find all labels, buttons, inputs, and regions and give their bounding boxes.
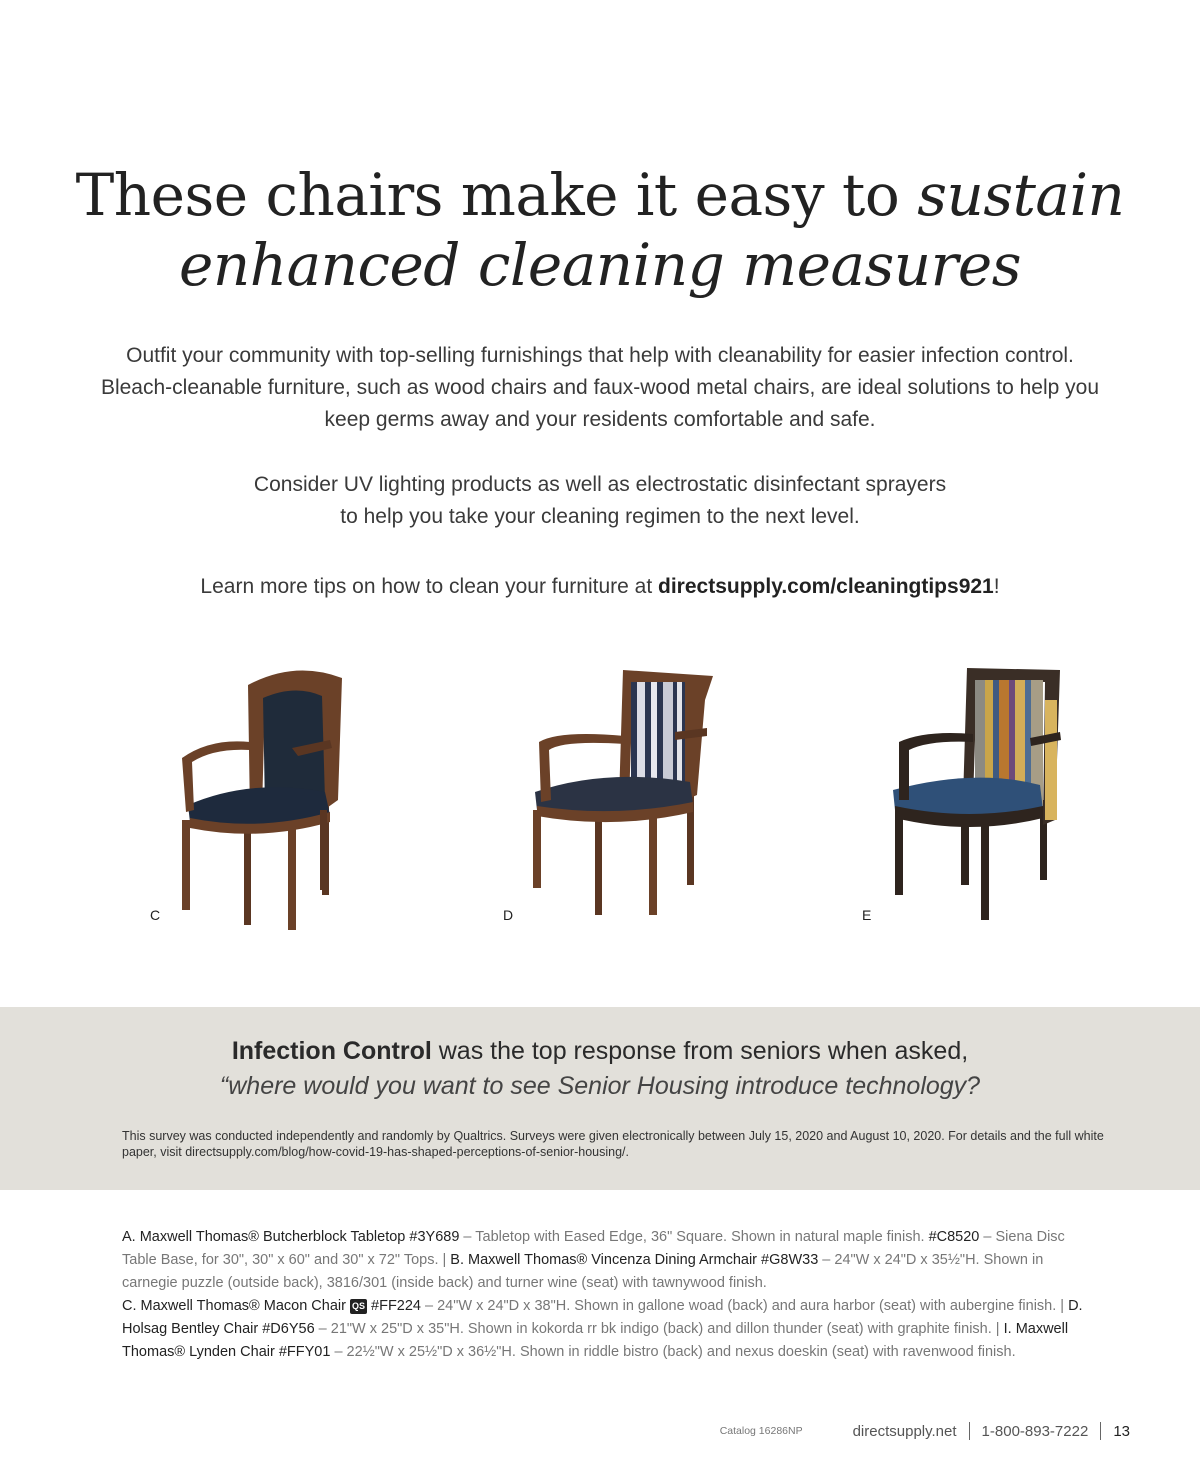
- product-d-name: D. Holsag Bentley Chair #D6Y56: [122, 1298, 1083, 1337]
- survey-quote: “where would you want to see Senior Housing introduce technology?: [219, 1072, 981, 1100]
- chair-e-image: [885, 660, 1070, 930]
- product-a-name: A. Maxwell Thomas® Butcherblock Tabletop #3Y689: [122, 1229, 460, 1245]
- survey-footnote: This survey was conducted independently and randomly by Qualtrics. Surveys were given electronically between July 15, 2020 and August 10, 2020. For details and the full white paper, visit directsupply.com/blog/how-covid-19-has-shaped-perceptions-of-senior-housing/.: [122, 1129, 1104, 1159]
- chair-e-label: E: [862, 907, 872, 923]
- page-headline: [0, 160, 1200, 300]
- survey-headline: Infection Control was the top response from seniors when asked,: [231, 1037, 969, 1065]
- headline-line-2: enhanced cleaning measures: [179, 231, 1021, 299]
- headline-line-1: These chairs make it easy to sustain: [75, 161, 1125, 229]
- catalog-number: Catalog 16286NP: [719, 1425, 803, 1437]
- product-i-name: I. Maxwell Thomas® Lynden Chair #FFY01: [122, 1321, 1069, 1360]
- cleaning-tips-link[interactable]: directsupply.com/cleaningtips921: [658, 575, 994, 598]
- footer-divider: [1100, 1422, 1101, 1440]
- page-number: 13: [1113, 1422, 1130, 1440]
- product-b-name: B. Maxwell Thomas® Vincenza Dining Armchair #G8W33: [450, 1252, 819, 1268]
- chair-c-image: [170, 660, 360, 940]
- footer-phone: 1-800-893-7222: [981, 1422, 1089, 1440]
- page-footer: [720, 1422, 1130, 1440]
- intro-paragraph-2: Consider UV lighting products as well as electrostatic disinfectant sprayers to help you take your cleaning regimen to the next level.: [253, 473, 947, 528]
- product-descriptions: A. Maxwell Thomas® Butcherblock Tabletop #3Y689 – Tabletop with Eased Edge, 36" Square. Shown in natural maple finish. #C8520 – Siena Disc Table Base, for 30", 30" x 60" and 30" x 72" Tops. | B. Maxwell Thomas® Vincenza Dining Armchair #G8W33 – 24"W x 24"D x 35½"H. Shown in carnegie puzzle (outside back), 3816/301 (inside back) and turner wine (seat) with tawnywood finish. C. Maxwell Thomas® Macon Chair QS #FF224 – 24"W x 24"D x 38"H. Shown in gallone woad (back) and aura harbor (seat) with aubergine finish. | D. Holsag Bentley Chair #D6Y56 – 21"W x 25"D x 35"H. Shown in kokorda rr bk indigo (back) and dillon thunder (seat) with graphite finish. | I. Maxwell Thomas® Lynden Chair #FFY01 – 22½"W x 25½"D x 36½"H. Shown in riddle bistro (back) and nexus doeskin (seat) with ravenwood finish.: [122, 1229, 1083, 1360]
- learn-more-line: Learn more tips on how to clean your furniture at directsupply.com/cleaningtips921!: [200, 575, 1000, 598]
- footer-divider: [969, 1422, 970, 1440]
- intro-paragraph-1: Outfit your community with top-selling furnishings that help with cleanability for easier infection control. Bleach-cleanable furniture, such as wood chairs and faux-wood metal chairs, are ideal solutions to help you keep germs away and your residents comfortable and safe.: [100, 344, 1100, 431]
- product-c-name: C. Maxwell Thomas® Macon Chair: [122, 1298, 346, 1314]
- chair-d-label: D: [503, 907, 514, 923]
- chair-d-image: [525, 660, 720, 930]
- footer-website-link[interactable]: directsupply.net: [852, 1422, 957, 1440]
- chair-c-label: C: [150, 907, 161, 923]
- quick-ship-icon: QS: [350, 1299, 367, 1314]
